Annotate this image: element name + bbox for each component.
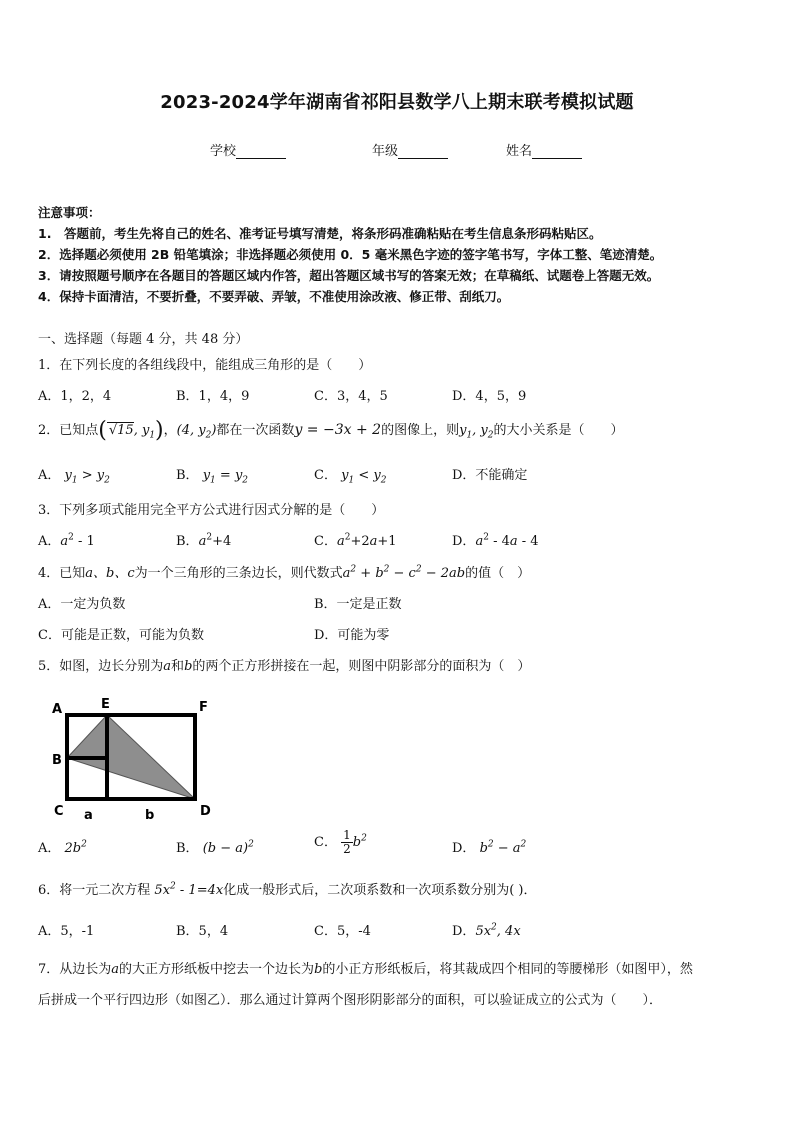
q7-line-2: 后拼成一个平行四边形（如图乙）．那么通过计算两个图形阴影部分的面积，可以验证成立的公式为（ ）． xyxy=(38,993,663,1008)
notice-heading: 注意事项： xyxy=(38,205,101,220)
q5-option-b: B． $(b - a)^2$ xyxy=(176,839,254,856)
q2-option-b: B． $y_1 = y_2$ xyxy=(176,468,249,486)
q4-option-c: C．可能是正数，可能为负数 xyxy=(38,628,204,643)
q1-option-a: A．1，2，4 xyxy=(38,389,112,404)
q6-option-d: D．$5x^2$, 4x xyxy=(452,922,521,939)
school-field xyxy=(210,140,286,159)
name-label: 姓名 xyxy=(506,144,533,159)
label-a: a xyxy=(84,808,93,823)
label-B: B xyxy=(52,753,62,768)
label-C: C xyxy=(54,804,64,819)
label-E: E xyxy=(101,697,110,712)
q3-option-c: C．$a^2+2a+1$ xyxy=(314,532,397,549)
notice-item-1: 1. 答题前，考生先将自己的姓名、准考证号填写清楚，将条形码准确粘贴在考生信息条形码粘贴区。 xyxy=(38,226,602,241)
grade-blank xyxy=(398,144,448,159)
section-heading: 一、选择题（每题 4 分，共 48 分） xyxy=(38,332,249,347)
q3-option-b: B．$a^2+4$ xyxy=(176,532,232,549)
q6-option-c: C．5，-4 xyxy=(314,924,371,939)
q2-option-d: D．不能确定 xyxy=(452,468,528,483)
q5-option-c: C． $\frac{1}{2}$ $b^2$ xyxy=(314,828,367,856)
page-title: 2023-2024学年湖南省祁阳县数学八上期末联考模拟试题 xyxy=(160,92,634,113)
name-blank xyxy=(532,144,582,159)
q3-stem: 3．下列多项式能用完全平方公式进行因式分解的是（ ） xyxy=(38,503,385,518)
q6-option-b: B．5，4 xyxy=(176,924,229,939)
label-F: F xyxy=(199,700,208,715)
q5-option-a: A． $2b^2$ xyxy=(38,839,87,856)
notice-item-3: 3．请按照题号顺序在各题目的答题区域内作答，超出答题区域书写的答案无效；在草稿纸、试题卷上答题无效。 xyxy=(38,268,660,283)
notice-item-2: 2．选择题必须使用 2B 铅笔填涂；非选择题必须使用 0．5 毫米黑色字迹的签字笔书写，字体工整、笔迹清楚。 xyxy=(38,247,663,262)
q4-option-a: A．一定为负数 xyxy=(38,597,126,612)
q3-option-a: A．$a^2 - 1$ xyxy=(38,532,95,549)
q4-stem: 4．已知a、b、c为一个三角形的三条边长，则代数式$a^2 + b^2 - c^2 - 2ab$的值（ ） xyxy=(38,564,531,581)
school-blank xyxy=(236,144,286,159)
q6-option-a: A．5，-1 xyxy=(38,924,95,939)
q1-option-b: B．1，4，9 xyxy=(176,389,250,404)
q5-stem: 5．如图，边长分别为a和b的两个正方形拼接在一起，则图中阴影部分的面积为（ ） xyxy=(38,659,531,674)
name-field xyxy=(506,140,582,159)
q2-stem: 2．已知点( √15, $y_1$)，(4, $y_2$)都在一次函数y = −3x + 2的图像上，则$y_1$, $y_2$的大小关系是（ ） xyxy=(38,418,624,443)
notice-item-4: 4．保持卡面清洁，不要折叠，不要弄破、弄皱，不准使用涂改液、修正带、刮纸刀。 xyxy=(38,289,510,304)
q6-stem: 6．将一元二次方程 $5x^2 - 1=4x$化成一般形式后，二次项系数和一次项系数分别为( )． xyxy=(38,881,537,898)
point-1-math: √15 xyxy=(108,423,134,438)
q1-stem: 1．在下列长度的各组线段中，能组成三角形的是（ ） xyxy=(38,358,372,373)
label-b: b xyxy=(145,808,155,823)
q5-figure xyxy=(40,692,230,824)
function-expr: y = −3x + 2 xyxy=(294,422,382,438)
q2-option-a: A． $y_1 > y_2$ xyxy=(38,468,110,486)
grade-label: 年级 xyxy=(372,144,399,159)
q2-option-c: C． $y_1 < y_2$ xyxy=(314,468,387,486)
grade-field xyxy=(372,140,448,159)
q7-line-1: 7．从边长为a的大正方形纸板中挖去一个边长为b的小正方形纸板后，将其裁成四个相同的等腰梯形（如图甲），然 xyxy=(38,962,693,977)
q4-option-b: B．一定是正数 xyxy=(314,597,402,612)
label-A: A xyxy=(52,702,63,717)
q3-option-d: D．$a^2 - 4a - 4$ xyxy=(452,532,539,549)
q4-option-d: D．可能为零 xyxy=(314,628,390,643)
school-label: 学校 xyxy=(210,144,237,159)
q5-option-d: D． $b^2 - a^2$ xyxy=(452,839,527,856)
q1-option-d: D．4，5，9 xyxy=(452,389,527,404)
label-D: D xyxy=(200,804,211,819)
q1-option-c: C．3，4，5 xyxy=(314,389,388,404)
